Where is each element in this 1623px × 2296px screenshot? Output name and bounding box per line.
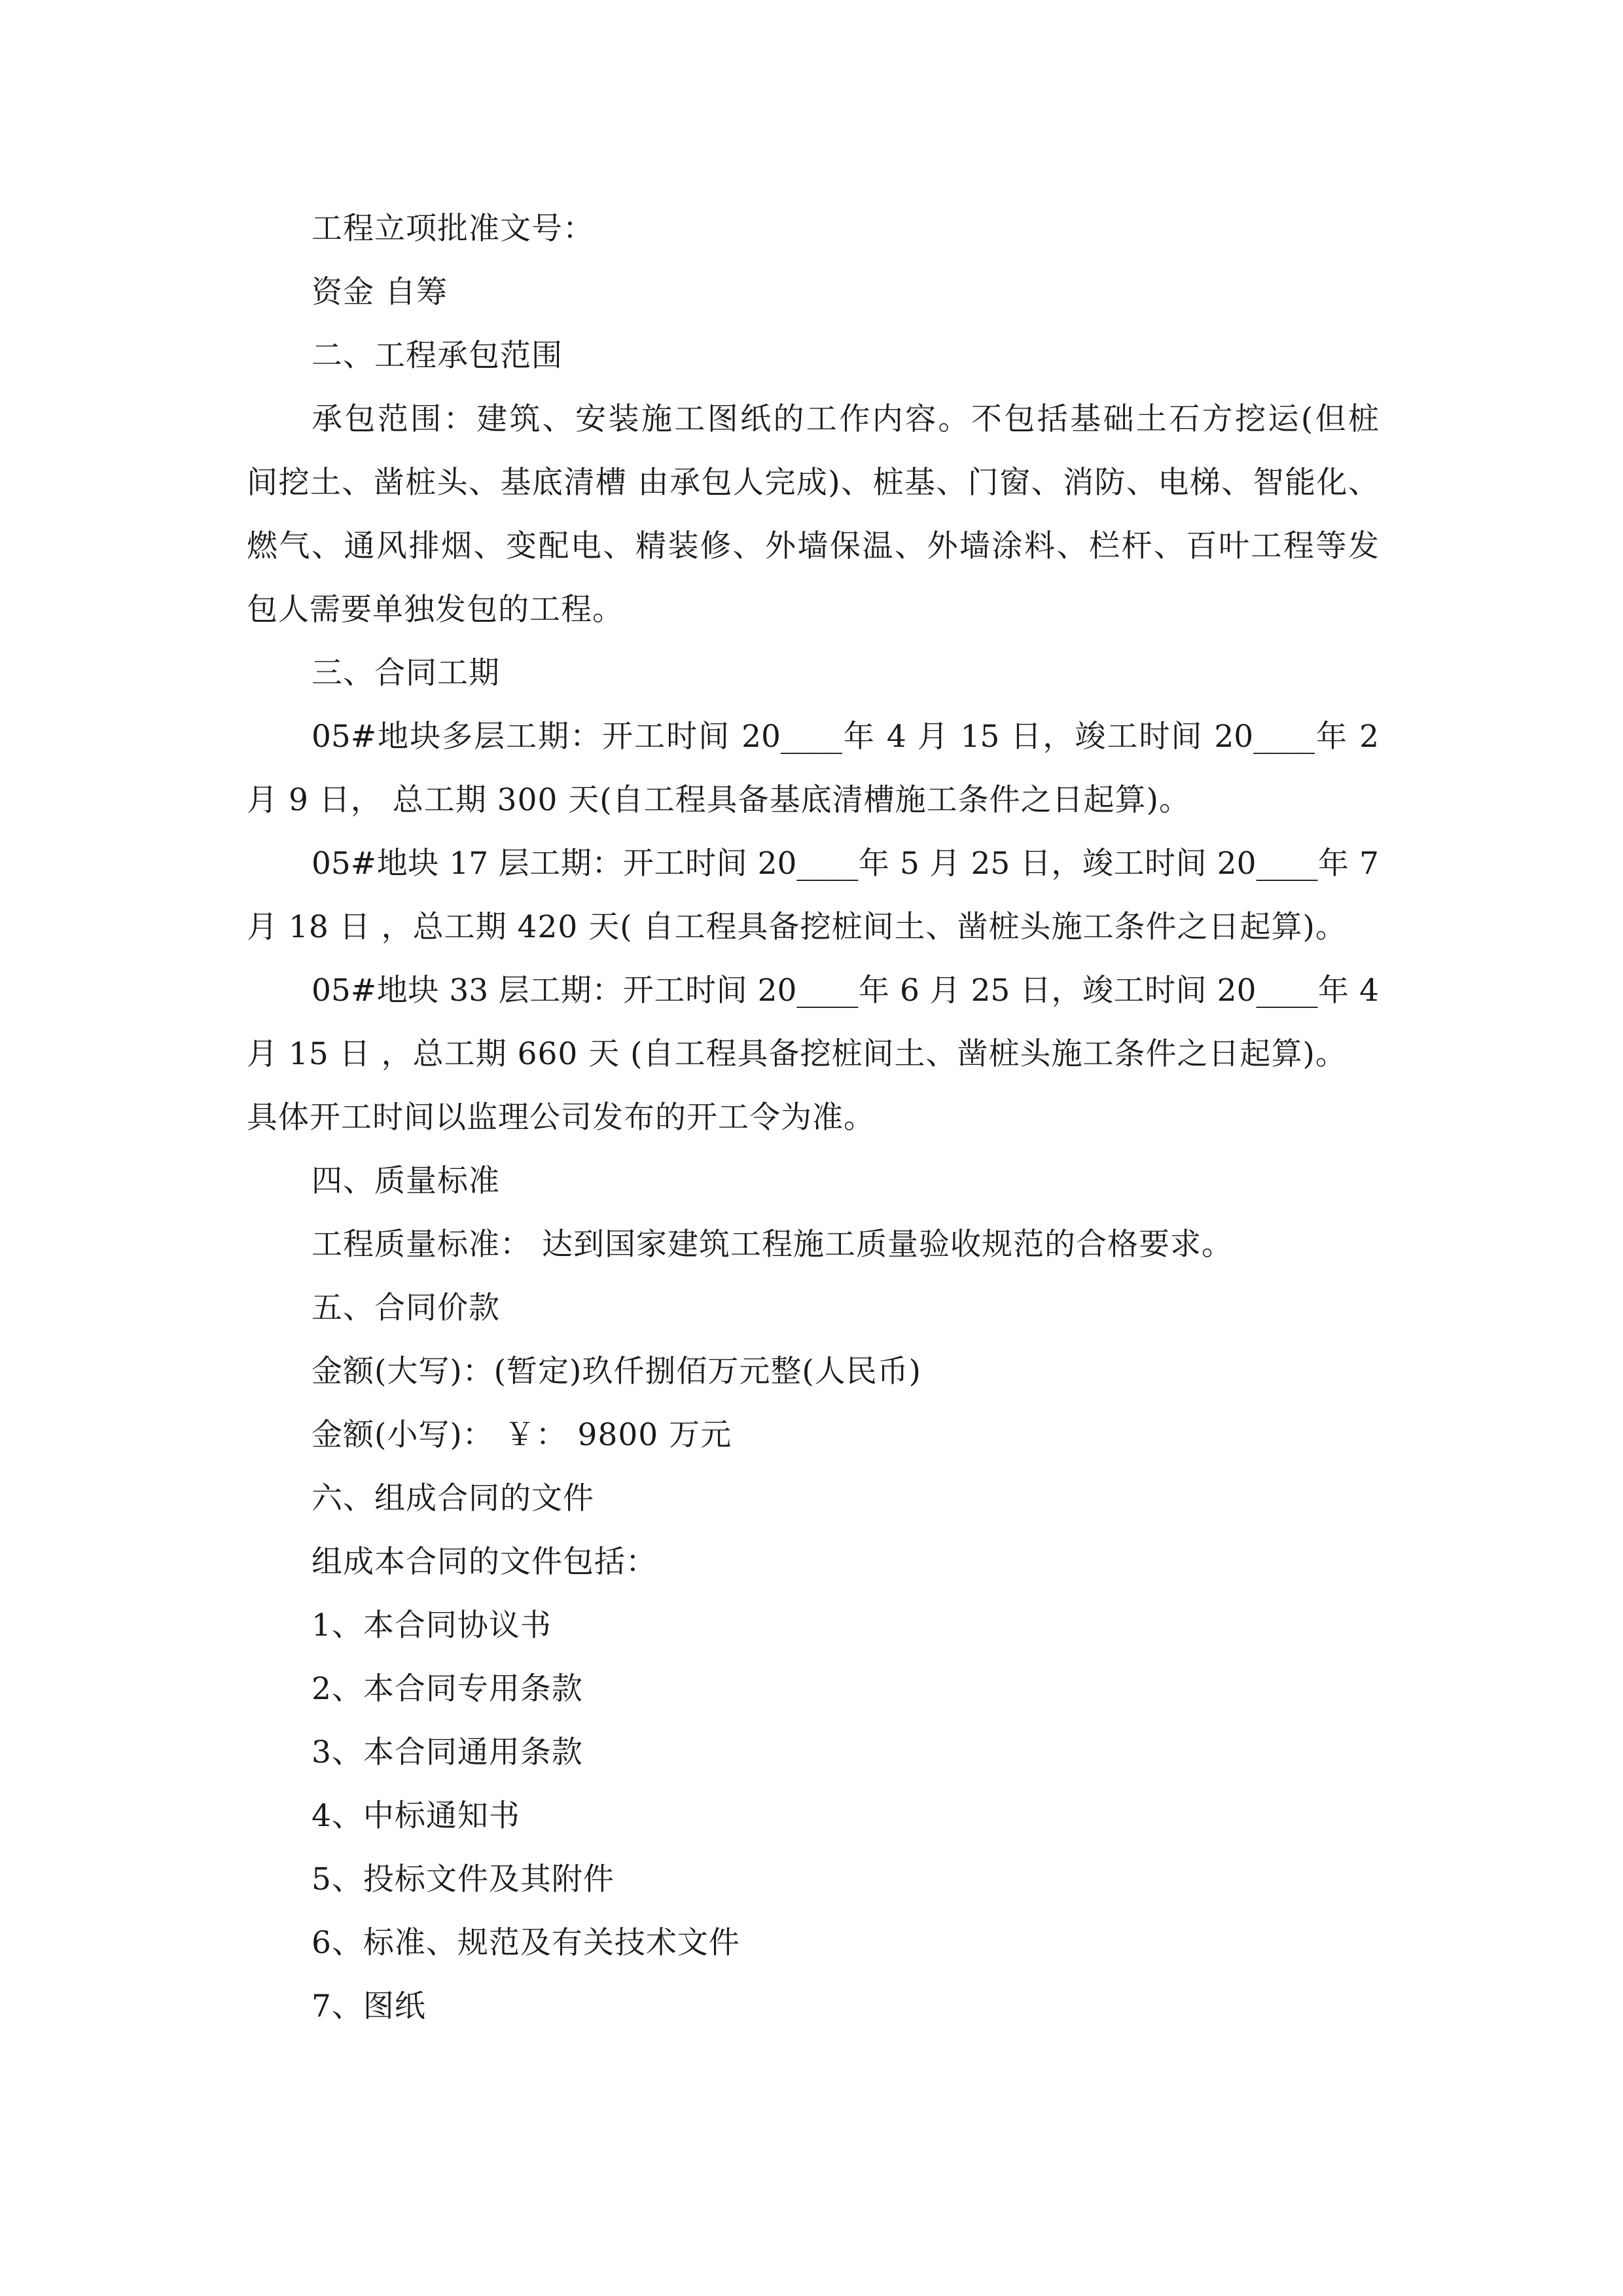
document-item-7: 7、图纸 (312, 1988, 426, 2024)
document-item-3: 3、本合同通用条款 (312, 1734, 583, 1770)
schedule-multistory-line-1: 05#地块多层工期：开工时间 20____年 4 月 15 日，竣工时间 20____年 2 (312, 719, 1379, 755)
section-6-heading: 六、组成合同的文件 (312, 1480, 594, 1516)
quality-standard-line: 工程质量标准： 达到国家建筑工程施工质量验收规范的合格要求。 (312, 1227, 1233, 1263)
section-4-heading: 四、质量标准 (312, 1163, 500, 1199)
scope-paragraph-line-4: 包人需要单独发包的工程。 (247, 592, 624, 628)
schedule-33f-line-1: 05#地块 33 层工期：开工时间 20____年 6 月 25 日，竣工时间 20____年 4 (312, 973, 1379, 1009)
amount-uppercase-line: 金额(大写)：(暂定)玖仟捌佰万元整(人民币) (312, 1354, 922, 1390)
document-item-4: 4、中标通知书 (312, 1798, 520, 1834)
scope-paragraph-line-1: 承包范围：建筑、安装施工图纸的工作内容。不包括基础土石方挖运(但桩 (312, 401, 1379, 437)
document-item-1: 1、本合同协议书 (312, 1607, 552, 1643)
section-3-heading: 三、合同工期 (312, 655, 500, 691)
document-item-5: 5、投标文件及其附件 (312, 1861, 615, 1897)
amount-figures-line: 金额(小写)： ￥： 9800 万元 (312, 1417, 732, 1453)
schedule-33f-line-2: 月 15 日 ，总工期 660 天 (自工程具备挖桩间土、凿桩头施工条件之日起算)。 (247, 1036, 1347, 1072)
project-approval-line: 工程立项批准文号： (312, 211, 594, 247)
scope-paragraph-line-2: 间挖土、凿桩头、基底清槽 由承包人完成)、桩基、门窗、消防、电梯、智能化、 (247, 465, 1379, 501)
start-date-note: 具体开工时间以监理公司发布的开工令为准。 (247, 1100, 875, 1136)
schedule-multistory-line-2: 月 9 日， 总工期 300 天(自工程具备基底清槽施工条件之日起算)。 (247, 782, 1190, 818)
schedule-17f-line-2: 月 18 日 ，总工期 420 天( 自工程具备挖桩间土、凿桩头施工条件之日起算)。 (247, 909, 1347, 945)
document-item-6: 6、标准、规范及有关技术文件 (312, 1925, 740, 1961)
section-5-heading: 五、合同价款 (312, 1290, 500, 1326)
schedule-17f-line-1: 05#地块 17 层工期：开工时间 20____年 5 月 25 日，竣工时间 20____年 7 (312, 846, 1379, 882)
scope-paragraph-line-3: 燃气、通风排烟、变配电、精装修、外墙保温、外墙涂料、栏杆、百叶工程等发 (247, 528, 1379, 564)
funding-line: 资金 自筹 (312, 274, 448, 310)
document-item-2: 2、本合同专用条款 (312, 1671, 583, 1707)
documents-intro-line: 组成本合同的文件包括： (312, 1544, 657, 1580)
section-2-heading: 二、工程承包范围 (312, 338, 563, 374)
